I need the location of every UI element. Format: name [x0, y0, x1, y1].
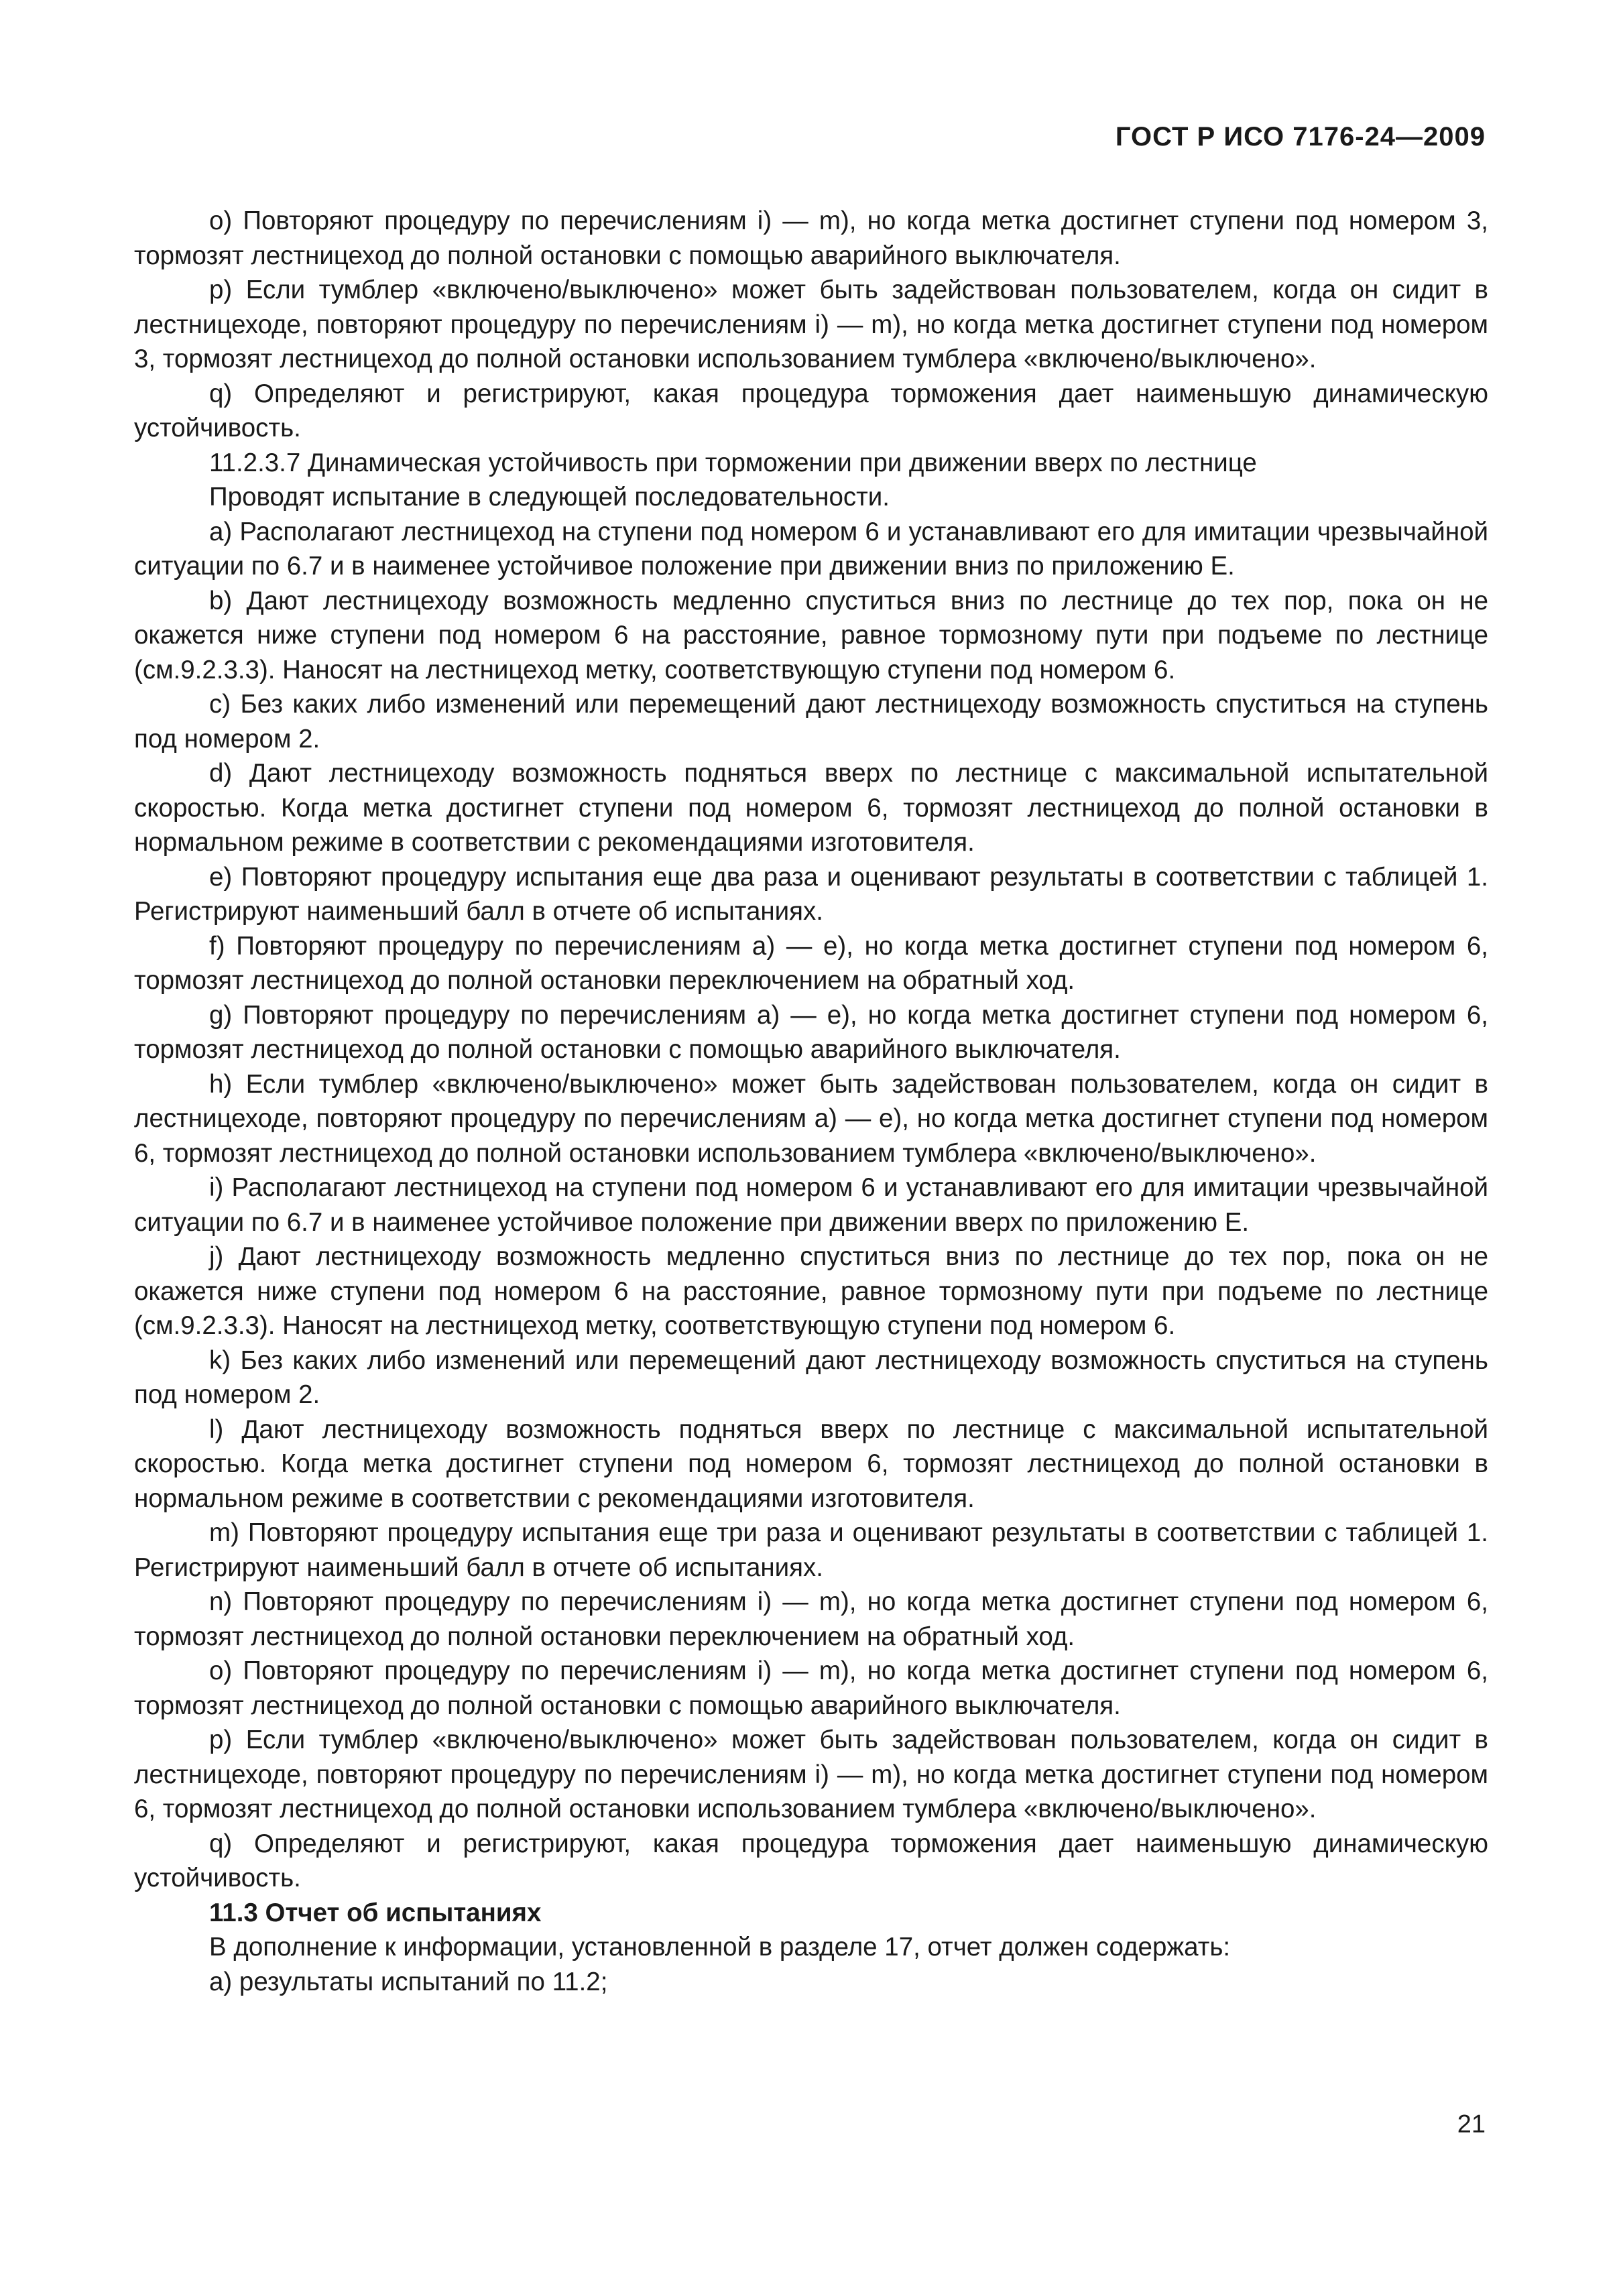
section-item-a: а) результаты испытаний по 11.2; [209, 1967, 608, 1996]
paragraph-k: k) Без каких либо изменений или перемещений дают лестницеходу возможность спуститься на ступень под номером 2. [134, 1345, 1488, 1409]
section-intro: В дополнение к информации, установленной в разделе 17, отчет должен содержать: [209, 1933, 1231, 1961]
paragraph-c: с) Без каких либо изменений или перемещений дают лестницеходу возможность спуститься на ступень под номером 2. [134, 690, 1488, 753]
document-body [134, 204, 1488, 1999]
subsection-title-11-2-3-7: 11.2.3.7 Динамическая устойчивость при торможении при движении вверх по лестнице [209, 448, 1257, 477]
paragraph-n: n) Повторяют процедуру по перечислениям i) — m), но когда метка достигнет ступени под номером 6, тормозят лестницеход до полной остановки переключением на обратный ход. [134, 1587, 1488, 1651]
paragraph-p-step3: р) Если тумблер «включено/выключено» может быть задействован пользователем, когда он сидит в лестницеходе, повторяют процедуру по перечислениям i) — m), но когда метка достигнет ступени под номером 3, тормозят лестницеход до полной остановки использованием тумблера «включено/выключено». [134, 276, 1488, 373]
paragraph-l: l) Дают лестницеходу возможность подняться вверх по лестнице с максимальной испытательной скоростью. Когда метка достигнет ступени под номером 6, тормозят лестницеход до полной остановки в нормальном режиме в соответствии с рекомендациями изготовителя. [134, 1414, 1488, 1513]
document-header: ГОСТ Р ИСО 7176-24—2009 [1115, 122, 1486, 152]
paragraph-q-second: q) Определяют и регистрируют, какая процедура торможения дает наименьшую динамическую устойчивость. [134, 1829, 1488, 1892]
paragraph-m: m) Повторяют процедуру испытания еще три раза и оценивают результаты в соответствии с таблицей 1. Регистрируют наименьший балл в отчете об испытаниях. [134, 1518, 1488, 1582]
paragraph-a: а) Располагают лестницеход на ступени под номером 6 и устанавливают его для имитации чрезвычайной ситуации по 6.7 и в наименее устойчивое положение при движении вниз по приложению Е. [134, 517, 1488, 581]
paragraph-b: b) Дают лестницеходу возможность медленно спуститься вниз по лестнице до тех пор, пока он не окажется ниже ступени под номером 6 на расстояние, равное тормозному пути при подъеме по лестнице (см.9.2.3.3). Наносят на лестницеход метку, соответствующую ступени под номером 6. [134, 586, 1488, 684]
paragraph-f: f) Повторяют процедуру по перечислениям а) — е), но когда метка достигнет ступени под номером 6, тормозят лестницеход до полной остановки переключением на обратный ход. [134, 931, 1488, 995]
paragraph-q-first: q) Определяют и регистрируют, какая процедура торможения дает наименьшую динамическую устойчивость. [134, 379, 1488, 442]
paragraph-o-step3: о) Повторяют процедуру по перечислениям i) — m), но когда метка достигнет ступени под номером 3, тормозят лестницеход до полной остановки с помощью аварийного выключателя. [134, 206, 1488, 270]
paragraph-p-step6: р) Если тумблер «включено/выключено» может быть задействован пользователем, когда он сидит в лестницеходе, повторяют процедуру по перечислениям i) — m), но когда метка достигнет ступени под номером 6, тормозят лестницеход до полной остановки использованием тумблера «включено/выключено». [134, 1726, 1488, 1823]
paragraph-procedure-intro: Проводят испытание в следующей последовательности. [209, 483, 890, 511]
paragraph-e: е) Повторяют процедуру испытания еще два раза и оценивают результаты в соответствии с таблицей 1. Регистрируют наименьший балл в отчете об испытаниях. [134, 862, 1488, 926]
paragraph-d: d) Дают лестницеходу возможность подняться вверх по лестнице с максимальной испытательной скоростью. Когда метка достигнет ступени под номером 6, тормозят лестницеход до полной остановки в нормальном режиме в соответствии с рекомендациями изготовителя. [134, 759, 1488, 857]
paragraph-g: g) Повторяют процедуру по перечислениям а) — е), но когда метка достигнет ступени под номером 6, тормозят лестницеход до полной остановки с помощью аварийного выключателя. [134, 1000, 1488, 1064]
paragraph-h: h) Если тумблер «включено/выключено» может быть задействован пользователем, когда он сидит в лестницеходе, повторяют процедуру по перечислениям а) — е), но когда метка достигнет ступени под номером 6, тормозят лестницеход до полной остановки использованием тумблера «включено/выключено». [134, 1069, 1488, 1168]
paragraph-j: j) Дают лестницеходу возможность медленно спуститься вниз по лестнице до тех пор, пока он не окажется ниже ступени под номером 6 на расстояние, равное тормозному пути при подъеме по лестнице (см.9.2.3.3). Наносят на лестницеход метку, соответствующую ступени под номером 6. [134, 1242, 1488, 1340]
section-heading-11-3: 11.3 Отчет об испытаниях [209, 1898, 542, 1927]
paragraph-i: i) Располагают лестницеход на ступени под номером 6 и устанавливают его для имитации чрезвычайной ситуации по 6.7 и в наименее устойчивое положение при движении вверх по приложению Е. [134, 1173, 1488, 1237]
paragraph-o-step6: о) Повторяют процедуру по перечислениям i) — m), но когда метка достигнет ступени под номером 6, тормозят лестницеход до полной остановки с помощью аварийного выключателя. [134, 1656, 1488, 1720]
page-number: 21 [1457, 2110, 1486, 2138]
